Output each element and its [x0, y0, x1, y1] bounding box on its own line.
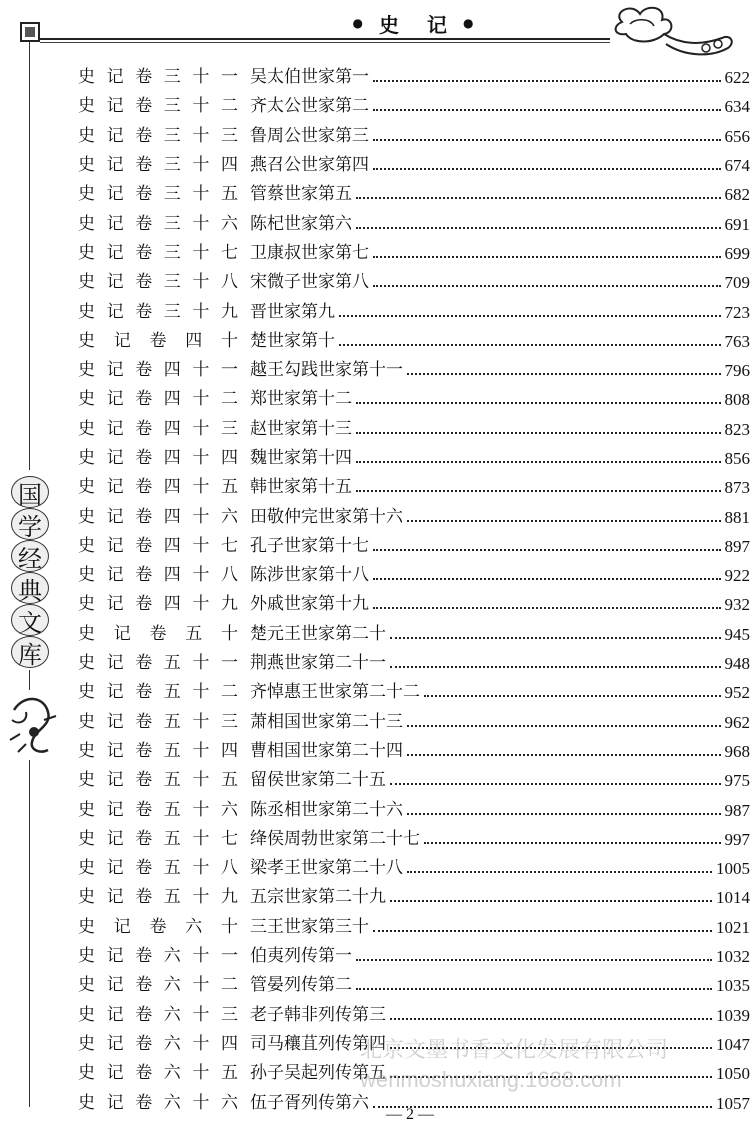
toc-volume: 史 记 卷 六 十 一 — [78, 946, 238, 967]
series-label — [8, 470, 52, 670]
toc-page-number: 1035 — [716, 976, 750, 996]
toc-page-number: 1057 — [716, 1093, 750, 1113]
toc-volume: 史 记 卷 五 十 三 — [78, 711, 238, 732]
toc-volume: 史 记 卷 四 十 — [78, 330, 238, 351]
toc-title: 楚世家第十 — [250, 330, 335, 351]
book-title: 史 记 — [379, 12, 451, 37]
toc-page-number: 634 — [724, 97, 750, 117]
toc-page-number: 873 — [724, 478, 750, 498]
toc-volume: 史 记 卷 四 十 八 — [78, 565, 238, 586]
toc-dot-leader — [407, 753, 721, 756]
toc-dot-leader — [356, 226, 721, 229]
toc-page-number: 763 — [724, 331, 750, 351]
toc-dot-leader — [390, 899, 712, 902]
series-label-char: 库 — [11, 636, 49, 668]
toc-volume: 史 记 卷 三 十 二 — [78, 96, 238, 117]
toc-title: 管蔡世家第五 — [250, 184, 352, 205]
toc-volume: 史 记 卷 六 十 六 — [78, 1092, 238, 1113]
toc-dot-leader — [373, 255, 721, 258]
toc-volume: 史 记 卷 五 十 九 — [78, 887, 238, 908]
toc-title: 宋微子世家第八 — [250, 272, 369, 293]
toc-dot-leader — [373, 79, 721, 82]
header-rule-thin — [40, 42, 610, 43]
toc-page-number: 691 — [724, 214, 750, 234]
toc-entry — [78, 825, 750, 854]
toc-dot-leader — [390, 665, 721, 668]
toc-dot-leader — [373, 138, 721, 141]
toc-page-number: 1005 — [716, 859, 750, 879]
toc-dot-leader — [390, 1046, 712, 1049]
toc-title: 郑世家第十二 — [250, 389, 352, 410]
toc-volume: 史 记 卷 六 十 四 — [78, 1033, 238, 1054]
dragon-ornament-icon — [4, 690, 60, 760]
toc-volume: 史 记 卷 三 十 五 — [78, 184, 238, 205]
toc-page-number: 987 — [724, 800, 750, 820]
toc-page-number: 1039 — [716, 1005, 750, 1025]
toc-volume: 史 记 卷 三 十 四 — [78, 155, 238, 176]
toc-page-number: 656 — [724, 126, 750, 146]
toc-title: 老子韩非列传第三 — [250, 1004, 386, 1025]
toc-volume: 史 记 卷 四 十 四 — [78, 448, 238, 468]
toc-title: 田敬仲完世家第十六 — [250, 506, 403, 527]
toc-dot-leader — [373, 929, 712, 932]
toc-page-number: 699 — [724, 243, 750, 263]
toc-volume: 史 记 卷 五 十 — [78, 623, 238, 644]
toc-entry — [78, 737, 750, 766]
toc-volume: 史 记 卷 五 十 七 — [78, 828, 238, 849]
toc-entry — [78, 356, 750, 385]
toc-volume: 史 记 卷 五 十 一 — [78, 653, 238, 674]
toc-page-number: 1047 — [716, 1034, 750, 1054]
toc-dot-leader — [356, 431, 721, 434]
toc-entry — [78, 795, 750, 824]
toc-title: 卫康叔世家第七 — [250, 242, 369, 263]
toc-page-number: 932 — [724, 595, 750, 615]
toc-title: 齐悼惠王世家第二十二 — [250, 682, 420, 703]
toc-title: 伯夷列传第一 — [250, 946, 352, 967]
toc-title: 陈丞相世家第二十六 — [250, 799, 403, 820]
toc-entry — [78, 1030, 750, 1059]
toc-page-number: 796 — [724, 361, 750, 381]
toc-entry — [78, 63, 750, 92]
toc-volume: 史 记 卷 四 十 九 — [78, 594, 238, 615]
toc-title: 伍子胥列传第六 — [250, 1092, 369, 1113]
toc-page-number: 945 — [724, 624, 750, 644]
toc-title: 司马穰苴列传第四 — [250, 1033, 386, 1054]
toc-title: 孙子吴起列传第五 — [250, 1063, 386, 1084]
toc-entry — [78, 415, 750, 444]
toc-page-number: 856 — [724, 449, 750, 468]
toc-title: 绛侯周勃世家第二十七 — [250, 828, 420, 849]
toc-volume: 史 记 卷 六 十 三 — [78, 1004, 238, 1025]
toc-dot-leader — [373, 167, 721, 170]
toc-volume: 史 记 卷 六 十 五 — [78, 1063, 238, 1084]
toc-entry — [78, 971, 750, 1000]
toc-dot-leader — [390, 782, 721, 785]
table-of-contents — [78, 63, 750, 1118]
toc-title: 三王世家第三十 — [250, 916, 369, 937]
toc-page-number: 997 — [724, 829, 750, 849]
toc-title: 五宗世家第二十九 — [250, 887, 386, 908]
toc-entry — [78, 649, 750, 678]
toc-dot-leader — [339, 343, 721, 346]
toc-page-number: 881 — [724, 507, 750, 527]
toc-dot-leader — [373, 577, 721, 580]
toc-page-number: 962 — [724, 712, 750, 732]
toc-volume: 史 记 卷 四 十 三 — [78, 418, 238, 439]
toc-page-number: 1050 — [716, 1064, 750, 1084]
toc-title: 梁孝王世家第二十八 — [250, 858, 403, 879]
toc-entry — [78, 327, 750, 356]
toc-entry — [78, 385, 750, 414]
toc-entry — [78, 92, 750, 121]
toc-volume: 史 记 卷 四 十 七 — [78, 535, 238, 556]
toc-entry — [78, 1001, 750, 1030]
toc-dot-leader — [407, 519, 721, 522]
toc-entry — [78, 151, 750, 180]
toc-volume: 史 记 卷 五 十 六 — [78, 799, 238, 820]
toc-volume: 史 记 卷 五 十 五 — [78, 770, 238, 791]
toc-title: 赵世家第十三 — [250, 418, 352, 439]
toc-volume: 史 记 卷 三 十 一 — [78, 67, 238, 88]
bullet-icon: ● — [352, 16, 367, 30]
toc-title: 晋世家第九 — [250, 301, 335, 322]
toc-title: 管晏列传第二 — [250, 975, 352, 996]
toc-volume: 史 记 卷 四 十 一 — [78, 360, 238, 381]
toc-entry — [78, 708, 750, 737]
toc-volume: 史 记 卷 三 十 九 — [78, 301, 238, 322]
toc-entry — [78, 913, 750, 942]
toc-entry — [78, 590, 750, 619]
ruyi-cloud-ornament-icon — [610, 4, 740, 60]
toc-dot-leader — [356, 489, 721, 492]
toc-title: 齐太公世家第二 — [250, 96, 369, 117]
toc-title: 越王勾践世家第十一 — [250, 360, 403, 381]
toc-entry — [78, 883, 750, 912]
toc-page-number: 622 — [724, 68, 750, 88]
toc-dot-leader — [373, 606, 721, 609]
toc-volume: 史 记 卷 三 十 三 — [78, 125, 238, 146]
toc-title: 楚元王世家第二十 — [250, 623, 386, 644]
watermark-url: wenmoshuxiang.1688.com — [360, 1067, 622, 1092]
series-label-char: 学 — [11, 508, 49, 540]
toc-dot-leader — [390, 1075, 712, 1078]
toc-dot-leader — [407, 724, 721, 727]
toc-entry — [78, 502, 750, 531]
toc-page-number: 968 — [724, 741, 750, 761]
series-label-char: 文 — [11, 604, 49, 636]
toc-entry — [78, 239, 750, 268]
toc-volume: 史 记 卷 五 十 四 — [78, 740, 238, 761]
toc-page-number: 1021 — [716, 917, 750, 937]
toc-entry — [78, 561, 750, 590]
toc-volume: 史 记 卷 四 十 六 — [78, 506, 238, 527]
toc-dot-leader — [424, 694, 721, 697]
toc-dot-leader — [407, 372, 721, 375]
toc-volume: 史 记 卷 六 十 — [78, 916, 238, 937]
toc-page-number: 1032 — [716, 947, 750, 967]
toc-entry — [78, 444, 750, 473]
toc-page-number: 808 — [724, 390, 750, 410]
toc-page-number: 682 — [724, 185, 750, 205]
toc-entry — [78, 678, 750, 707]
toc-page-number: 674 — [724, 156, 750, 176]
series-label-char: 国 — [11, 476, 49, 508]
toc-dot-leader — [339, 314, 721, 317]
toc-dot-leader — [373, 548, 721, 551]
series-label-char: 典 — [11, 572, 49, 604]
toc-dot-leader — [356, 196, 721, 199]
toc-volume: 史 记 卷 三 十 八 — [78, 272, 238, 293]
toc-volume: 史 记 卷 五 十 二 — [78, 682, 238, 703]
series-label-char: 经 — [11, 540, 49, 572]
page-number: — 2 — — [386, 1106, 434, 1123]
toc-page-number: 952 — [724, 683, 750, 703]
toc-title: 吴太伯世家第一 — [250, 67, 369, 88]
running-header — [330, 10, 500, 36]
toc-dot-leader — [356, 460, 721, 463]
toc-title: 荆燕世家第二十一 — [250, 653, 386, 674]
toc-dot-leader — [424, 841, 721, 844]
toc-page-number: 723 — [724, 302, 750, 322]
toc-dot-leader — [373, 108, 721, 111]
toc-title: 孔子世家第十七 — [250, 535, 369, 556]
toc-volume: 史 记 卷 六 十 二 — [78, 975, 238, 996]
toc-entry — [78, 297, 750, 326]
toc-title: 韩世家第十五 — [250, 477, 352, 498]
toc-entry — [78, 209, 750, 238]
toc-dot-leader — [356, 987, 712, 990]
toc-title: 陈杞世家第六 — [250, 213, 352, 234]
toc-dot-leader — [390, 1017, 712, 1020]
toc-dot-leader — [373, 284, 721, 287]
toc-entry — [78, 854, 750, 883]
toc-page-number: 823 — [724, 419, 750, 439]
toc-title: 留侯世家第二十五 — [250, 770, 386, 791]
toc-page-number: 948 — [724, 654, 750, 674]
header-rule — [40, 38, 610, 40]
toc-title: 外戚世家第十九 — [250, 594, 369, 615]
corner-ornament-box — [20, 22, 40, 42]
toc-entry — [78, 268, 750, 297]
toc-dot-leader — [407, 812, 721, 815]
toc-dot-leader — [407, 870, 712, 873]
toc-entry — [78, 473, 750, 502]
toc-title: 萧相国世家第二十三 — [250, 711, 403, 732]
toc-title: 陈涉世家第十八 — [250, 565, 369, 586]
toc-title: 曹相国世家第二十四 — [250, 740, 403, 761]
toc-page-number: 897 — [724, 536, 750, 556]
toc-page-number: 922 — [724, 566, 750, 586]
toc-volume: 史 记 卷 三 十 六 — [78, 213, 238, 234]
toc-title: 燕召公世家第四 — [250, 155, 369, 176]
bullet-icon: ● — [463, 16, 478, 30]
toc-page-number: 709 — [724, 273, 750, 293]
toc-entry — [78, 942, 750, 971]
toc-entry — [78, 180, 750, 209]
toc-volume: 史 记 卷 三 十 七 — [78, 242, 238, 263]
toc-entry — [78, 1059, 750, 1088]
toc-volume: 史 记 卷 四 十 五 — [78, 477, 238, 498]
toc-dot-leader — [356, 958, 712, 961]
watermark-company: 北京文墨书香文化发展有限公司 — [360, 1037, 669, 1062]
toc-entry — [78, 122, 750, 151]
toc-dot-leader — [356, 401, 721, 404]
toc-volume: 史 记 卷 四 十 二 — [78, 389, 238, 410]
toc-entry — [78, 620, 750, 649]
toc-title: 魏世家第十四 — [250, 448, 352, 468]
toc-volume: 史 记 卷 五 十 八 — [78, 858, 238, 879]
toc-entry — [78, 532, 750, 561]
toc-page-number: 1014 — [716, 888, 750, 908]
toc-title: 鲁周公世家第三 — [250, 125, 369, 146]
toc-entry — [78, 766, 750, 795]
toc-page-number: 975 — [724, 771, 750, 791]
toc-dot-leader — [390, 636, 721, 639]
